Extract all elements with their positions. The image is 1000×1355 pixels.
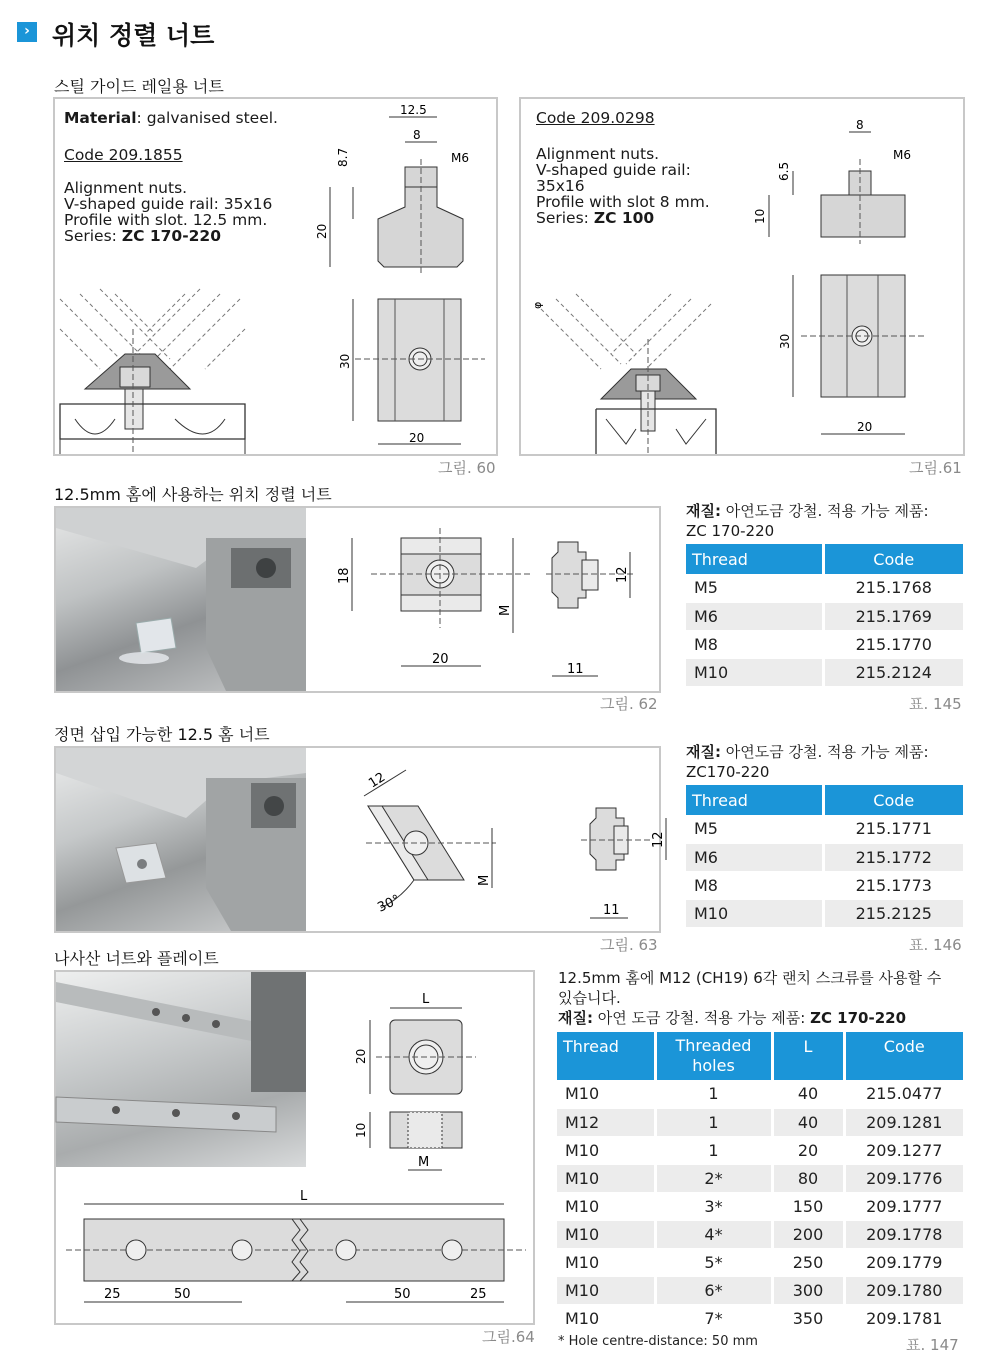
product-photo bbox=[56, 748, 306, 931]
spec-text: 재질: 아연도금 강철. 적용 가능 제품: bbox=[686, 502, 929, 520]
col-header-code: Code bbox=[823, 544, 963, 574]
dim-20-height: 20 bbox=[315, 223, 329, 239]
table-145-caption: 표. 145 bbox=[909, 695, 962, 713]
desc-line-1: Alignment nuts. bbox=[536, 145, 660, 163]
dim-12-5: 12.5 bbox=[400, 103, 427, 117]
table-146-caption: 표. 146 bbox=[909, 936, 962, 954]
figure-64-frame bbox=[54, 970, 535, 1325]
figure-61-caption: 그림.61 bbox=[909, 459, 962, 477]
col-header-thread: Thread bbox=[686, 544, 823, 574]
col-header-code: Code bbox=[844, 1032, 963, 1080]
figure-62-caption: 그림. 62 bbox=[600, 695, 658, 713]
figure-64-caption: 그림.64 bbox=[482, 1328, 535, 1346]
intro-text: 12.5mm 홈에 M12 (CH19) 6각 랜치 스크류를 사용할 수 bbox=[558, 969, 942, 987]
figure-60-frame bbox=[53, 97, 498, 456]
dim-30: 30 bbox=[778, 333, 792, 349]
dim-6-5: 6.5 bbox=[777, 161, 791, 181]
dim-20-width: 20 bbox=[857, 420, 873, 434]
table-row: M10 2* 80 209.1776 bbox=[557, 1164, 963, 1192]
table-row: M6 215.1769 bbox=[686, 602, 963, 630]
phi-label: φ bbox=[531, 301, 544, 309]
desc-line-1: Alignment nuts. bbox=[64, 179, 188, 197]
code-label: Code 209.0298 bbox=[536, 109, 655, 127]
table-147 bbox=[557, 1032, 963, 1333]
figure-61-drawing bbox=[521, 99, 963, 454]
section-title-front-insert-nuts: 정면 삽입 가능한 12.5 홈 너트 bbox=[54, 725, 270, 744]
desc-line-3: Profile with slot. 12.5 mm. bbox=[64, 211, 268, 229]
dim-bar-L: L bbox=[300, 1189, 308, 1204]
dim-12-diag: 12 bbox=[366, 769, 389, 792]
table-row: M10 4* 200 209.1778 bbox=[557, 1220, 963, 1248]
table-row: M8 215.1770 bbox=[686, 630, 963, 658]
table-147-caption: 표. 147 bbox=[906, 1336, 959, 1354]
spec-text: 재질: 아연도금 강철. 적용 가능 제품: bbox=[686, 743, 929, 761]
product-photo bbox=[56, 508, 306, 691]
desc-line-2: V-shaped guide rail: bbox=[536, 161, 691, 179]
dim-12: 12 bbox=[651, 831, 666, 848]
dim-50-left: 50 bbox=[174, 1287, 191, 1302]
table-row: M10 1 40 215.0477 bbox=[557, 1080, 963, 1108]
col-header-L: L bbox=[772, 1032, 844, 1080]
table-145 bbox=[686, 544, 963, 687]
figure-61-frame bbox=[519, 97, 965, 456]
col-header-code: Code bbox=[823, 785, 963, 815]
table-row: M6 215.1772 bbox=[686, 843, 963, 871]
desc-line-4: Profile with slot 8 mm. bbox=[536, 193, 710, 211]
table-row: M10 215.2124 bbox=[686, 658, 963, 686]
dim-8-7: 8.7 bbox=[336, 147, 350, 167]
dim-L: L bbox=[422, 992, 430, 1007]
section-title-threaded-nuts-plates: 나사산 너트와 플레이트 bbox=[54, 949, 219, 968]
table-row: M10 6* 300 209.1780 bbox=[557, 1276, 963, 1304]
intro-text-line2: 있습니다. bbox=[558, 989, 621, 1007]
dim-m6: M6 bbox=[451, 151, 469, 165]
figure-63-caption: 그림. 63 bbox=[600, 936, 658, 954]
dim-10: 10 bbox=[753, 208, 767, 224]
col-header-thread: Thread bbox=[686, 785, 823, 815]
dim-11: 11 bbox=[567, 662, 584, 677]
figure-64-drawing bbox=[56, 972, 533, 1323]
dim-20: 20 bbox=[432, 652, 449, 667]
series-text: Series: ZC 170-220 bbox=[64, 227, 221, 245]
table-row: M5 215.1768 bbox=[686, 574, 963, 602]
table-146 bbox=[686, 785, 963, 928]
dim-25-right: 25 bbox=[470, 1287, 487, 1302]
table-row: M10 1 20 209.1277 bbox=[557, 1136, 963, 1164]
spec-text-line2: ZC 170-220 bbox=[686, 522, 775, 540]
series-text: Series: ZC 100 bbox=[536, 209, 655, 227]
chevron-right-icon: › bbox=[17, 22, 37, 42]
dim-30-deg: 30° bbox=[375, 892, 403, 916]
col-header-threaded-holes: Threaded holes bbox=[655, 1032, 772, 1080]
table-row: M8 215.1773 bbox=[686, 871, 963, 899]
dim-20-width: 20 bbox=[409, 431, 425, 445]
dim-12: 12 bbox=[615, 566, 630, 583]
table-row: M10 7* 350 209.1781 bbox=[557, 1304, 963, 1332]
section-title-steel-rail-nuts: 스틸 가이드 레일용 너트 bbox=[54, 77, 224, 96]
dim-m: M bbox=[477, 874, 492, 886]
desc-line-2: V-shaped guide rail: 35x16 bbox=[64, 195, 273, 213]
table-row: M10 5* 250 209.1779 bbox=[557, 1248, 963, 1276]
table-row: M10 215.2125 bbox=[686, 899, 963, 927]
table-row: M5 215.1771 bbox=[686, 815, 963, 843]
dim-m6: M6 bbox=[893, 148, 911, 162]
dim-8: 8 bbox=[856, 118, 864, 132]
dim-50-right: 50 bbox=[394, 1287, 411, 1302]
dim-8: 8 bbox=[413, 128, 421, 142]
dim-20: 20 bbox=[354, 1048, 368, 1064]
dim-30: 30 bbox=[338, 353, 352, 369]
dim-18: 18 bbox=[337, 567, 352, 584]
figure-63-drawing bbox=[306, 748, 666, 931]
dim-m: M bbox=[418, 1155, 430, 1170]
footnote: * Hole centre-distance: 50 mm bbox=[558, 1334, 758, 1349]
dim-25-left: 25 bbox=[104, 1287, 121, 1302]
dim-m: M bbox=[498, 604, 513, 616]
dim-10: 10 bbox=[354, 1122, 368, 1138]
desc-line-3: 35x16 bbox=[536, 177, 585, 195]
page-title: 위치 정렬 너트 bbox=[52, 21, 215, 50]
code-label: Code 209.1855 bbox=[64, 146, 183, 164]
figure-60-drawing bbox=[55, 99, 496, 454]
figure-63-frame bbox=[54, 746, 666, 933]
figure-62-frame bbox=[54, 506, 661, 693]
table-row: M12 1 40 209.1281 bbox=[557, 1108, 963, 1136]
material-text: Material: galvanised steel. bbox=[64, 109, 278, 127]
col-header-thread: Thread bbox=[557, 1032, 655, 1080]
spec-text: 재질: 아연 도금 강철. 적용 가능 제품: ZC 170-220 bbox=[558, 1009, 907, 1027]
figure-60-caption: 그림. 60 bbox=[438, 459, 496, 477]
spec-text-line2: ZC170-220 bbox=[686, 763, 770, 781]
table-row: M10 3* 150 209.1777 bbox=[557, 1192, 963, 1220]
figure-62-drawing bbox=[306, 508, 659, 691]
dim-11: 11 bbox=[603, 903, 620, 918]
section-title-12-5-alignment-nuts: 12.5mm 홈에 사용하는 위치 정렬 너트 bbox=[54, 485, 332, 504]
